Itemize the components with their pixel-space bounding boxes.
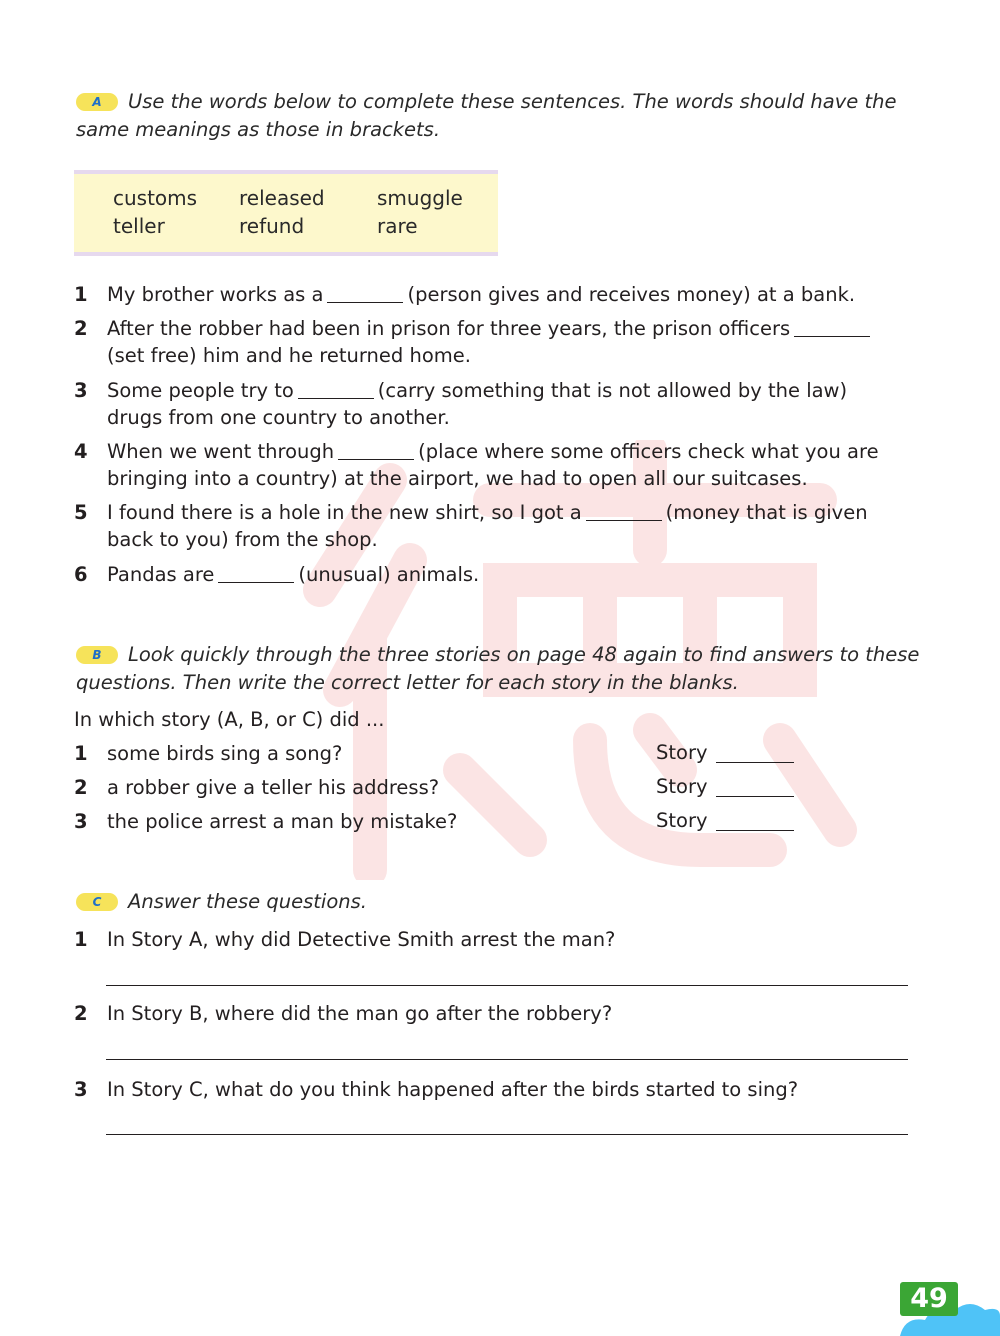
word-item: teller [113, 214, 165, 238]
answer-line[interactable] [106, 985, 908, 986]
fill-blank[interactable] [338, 441, 414, 460]
fill-blank[interactable] [298, 380, 374, 399]
section-a-badge: A [76, 93, 118, 111]
word-item: customs [113, 186, 198, 210]
answer-line[interactable] [106, 1059, 908, 1060]
word-item: released [239, 186, 325, 210]
story-blank[interactable] [716, 762, 794, 763]
story-label: Story [656, 741, 708, 764]
section-b-instruction: B Look quickly through the three stories on page 48 again to find answers to these questions. Then write the correct letter for each story in the blanks. [76, 643, 920, 694]
word-item: refund [239, 214, 305, 238]
story-blank[interactable] [716, 796, 794, 797]
page-number: 49 [900, 1282, 958, 1316]
section-c-badge: C [76, 893, 118, 911]
fill-blank[interactable] [218, 564, 294, 583]
section-c-instruction: C Answer these questions. [76, 888, 676, 916]
section-a-instruction: A Use the words below to complete these sentences. The words should have the same meanings as those in brackets. [76, 90, 897, 141]
story-label: Story [656, 809, 708, 832]
word-item: rare [377, 214, 418, 238]
fill-blank[interactable] [327, 284, 403, 303]
story-blank[interactable] [716, 830, 794, 831]
word-item: smuggle [377, 186, 463, 210]
story-label: Story [656, 775, 708, 798]
fill-blank[interactable] [586, 502, 662, 521]
answer-line[interactable] [106, 1134, 908, 1135]
fill-blank[interactable] [794, 318, 870, 337]
section-b-badge: B [76, 646, 118, 664]
worksheet-page: A Use the words below to complete these sentences. The words should have the same meanings as those in brackets. customs released smuggle teller refund rare 1 My brother works as a (person gives and receives money) at a bank. 2 After the robber had been in prison for three years, the prison officers (set free) him and he returned home. 3 Some people try to (carry something that is not allowed by the law) drugs from one country to another. 4 When we went through (place where some officers check what you are bringing into a country) at the airport, we had to open all our suitcases. 5 I found there is a hole in the new shirt, so I got a (money that is given back to you) from the shop. 6 Pandas are (unusual) animals. B Look quickly through the three stories on page 48 again to find answers to these questions. Then write the correct letter for each story in the blanks. In which story (A, B, or C) did ... 1 some birds sing a song? Story 2 a robber give a teller his address? Story 3 the police arrest a man by mistake? Story C Answer these questions. 1 In Story A, why did Detective Smith arrest the man? 2 In Story B, where did the man go after the robbery? 3 In Story C, what do you think happened after the birds started to sing? 49 [0, 0, 1000, 1336]
word-box [74, 170, 498, 256]
